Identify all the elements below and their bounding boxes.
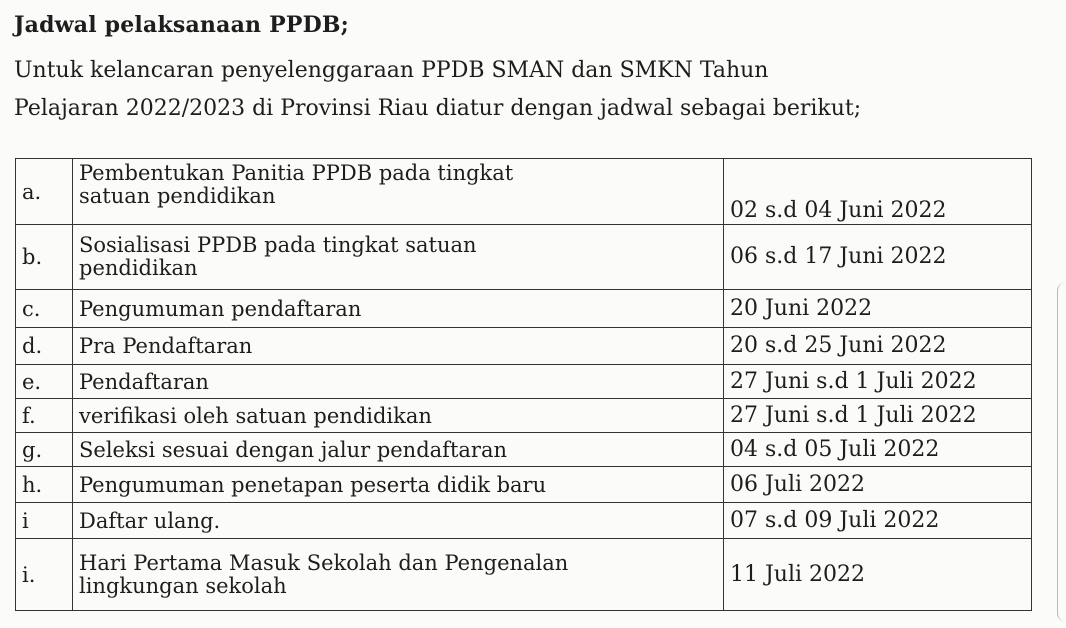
row-activity-line: lingkungan sekolah [79,573,287,598]
row-letter: f. [16,399,73,433]
row-activity: Pendaftaran [73,365,724,399]
row-letter: d. [16,328,73,365]
row-date: 20 Juni 2022 [724,290,1032,328]
table-row [16,225,1032,290]
row-activity: Daftar ulang. [73,503,724,539]
page-edge-curl [1057,282,1066,622]
table-row [16,539,1032,611]
row-date: 27 Juni s.d 1 Juli 2022 [724,399,1032,433]
row-activity: Pengumuman penetapan peserta didik baru [73,467,724,503]
row-letter: h. [16,467,73,503]
row-date: 20 s.d 25 Juni 2022 [724,328,1032,365]
table-row [16,159,1032,225]
row-letter: g. [16,433,73,467]
row-activity [73,225,724,290]
table-row [16,467,1032,503]
row-letter: c. [16,290,73,328]
row-date: 11 Juli 2022 [724,539,1032,611]
row-activity-line: Sosialisasi PPDB pada tingkat satuan [79,233,477,257]
row-letter: a. [16,159,73,225]
row-letter: e. [16,365,73,399]
row-activity: Seleksi sesuai dengan jalur pendaftaran [73,433,724,467]
row-activity: verifikasi oleh satuan pendidikan [73,399,724,433]
row-letter: i [16,503,73,539]
row-activity-line: Pembentukan Panitia PPDB pada tingkat [79,161,514,185]
row-date: 06 Juli 2022 [724,467,1032,503]
row-date: 06 s.d 17 Juni 2022 [724,225,1032,290]
row-date: 02 s.d 04 Juni 2022 [724,159,1032,225]
intro-line-1: Untuk kelancaran penyelenggaraan PPDB SMAN dan SMKN Tahun [14,58,769,83]
table-row [16,328,1032,365]
row-activity: Pengumuman pendaftaran [73,290,724,328]
row-activity-line: satuan pendidikan [79,184,276,208]
table-row [16,399,1032,433]
row-activity [73,159,724,225]
intro-line-2: Pelajaran 2022/2023 di Provinsi Riau diatur dengan jadwal sebagai berikut; [14,96,862,121]
row-activity [73,539,724,611]
row-date: 27 Juni s.d 1 Juli 2022 [724,365,1032,399]
row-letter: i. [16,539,73,611]
table-row [16,433,1032,467]
row-activity: Pra Pendaftaran [73,328,724,365]
document-heading: Jadwal pelaksanaan PPDB; [14,12,349,38]
row-date: 04 s.d 05 Juli 2022 [724,433,1032,467]
row-activity-line: pendidikan [79,256,198,280]
schedule-table [15,158,1032,611]
row-activity-line: Hari Pertama Masuk Sekolah dan Pengenalan [79,550,569,575]
table-row [16,290,1032,328]
table-row [16,503,1032,539]
table-row [16,365,1032,399]
row-letter: b. [16,225,73,290]
row-date: 07 s.d 09 Juli 2022 [724,503,1032,539]
